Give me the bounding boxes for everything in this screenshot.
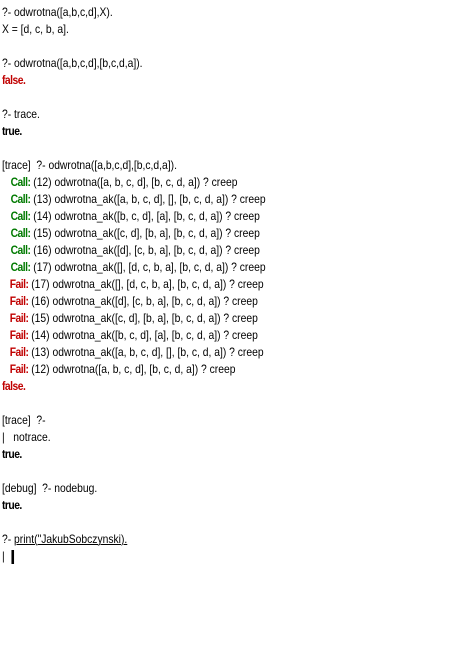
trace-line [2,276,388,293]
trace-goal: (14) odwrotna_ak([b, c, d], [a], [b, c, d, a]) ? creep [28,328,258,342]
trace-line [2,327,388,344]
trace-line [2,344,388,361]
trace-line [2,174,388,191]
answer-true: true. [2,447,22,461]
trace-goal: (15) odwrotna_ak([c, d], [b, a], [b, c, d, a]) ? creep [28,311,258,325]
command-text: notrace. [4,430,51,444]
trace-line [2,208,388,225]
trace-call-port: Call: [10,209,31,223]
trace-fail-port: Fail: [9,328,29,342]
trace-prompt-line: [trace] ?- [2,413,46,427]
answer-false: false. [2,73,26,87]
prompt-text: ?- [2,532,15,546]
query-line: ?- odwrotna([a,b,c,d],[b,c,d,a]). [2,56,143,70]
trace-goal: (16) odwrotna_ak([d], [c, b, a], [b, c, d, a]) ? creep [28,294,258,308]
trace-call-port: Call: [10,226,31,240]
answer-line: X = [d, c, b, a]. [2,22,69,36]
trace-fail-port: Fail: [9,311,29,325]
trace-line [2,310,388,327]
prolog-console[interactable] [2,4,451,565]
trace-goal: (13) odwrotna_ak([a, b, c, d], [], [b, c, d, a]) ? creep [30,192,266,206]
trace-goal: (14) odwrotna_ak([b, c, d], [a], [b, c, d, a]) ? creep [30,209,260,223]
trace-line [2,242,388,259]
trace-fail-port: Fail: [9,362,29,376]
trace-fail-port: Fail: [9,294,29,308]
trace-call-port: Call: [10,175,31,189]
trace-query-line: [trace] ?- odwrotna([a,b,c,d],[b,c,d,a]). [2,158,177,172]
trace-goal: (13) odwrotna_ak([a, b, c, d], [], [b, c, d, a]) ? creep [28,345,264,359]
debug-query-line: [debug] ?- nodebug. [2,481,98,495]
trace-output [2,174,451,378]
query-line: ?- trace. [2,107,40,121]
trace-line [2,259,388,276]
trace-goal: (16) odwrotna_ak([d], [c, b, a], [b, c, d, a]) ? creep [30,243,260,257]
text-cursor [12,550,15,564]
trace-goal: (15) odwrotna_ak([c, d], [b, a], [b, c, d, a]) ? creep [30,226,260,240]
trace-line [2,191,388,208]
trace-fail-port: Fail: [9,345,29,359]
continuation-line [2,429,388,446]
trace-goal: (12) odwrotna([a, b, c, d], [b, c, d, a]) ? creep [30,175,238,189]
trace-call-port: Call: [10,260,31,274]
cursor-line[interactable] [2,548,388,565]
continuation-pipe: | [2,430,5,444]
trace-fail-port: Fail: [9,277,29,291]
trace-goal: (12) odwrotna([a, b, c, d], [b, c, d, a]) ? creep [28,362,236,376]
trace-goal: (17) odwrotna_ak([], [d, c, b, a], [b, c, d, a]) ? creep [28,277,264,291]
answer-false: false. [2,379,26,393]
answer-true: true. [2,124,22,138]
answer-true: true. [2,498,22,512]
trace-line [2,293,388,310]
trace-call-port: Call: [10,192,31,206]
trace-line [2,225,388,242]
trace-line [2,361,388,378]
trace-call-port: Call: [10,243,31,257]
input-text[interactable]: print("JakubSobczynski). [14,532,128,546]
input-line[interactable] [2,531,388,548]
query-line: ?- odwrotna([a,b,c,d],X). [2,5,113,19]
continuation-pipe: | [2,549,5,563]
trace-goal: (17) odwrotna_ak([], [d, c, b, a], [b, c, d, a]) ? creep [30,260,266,274]
